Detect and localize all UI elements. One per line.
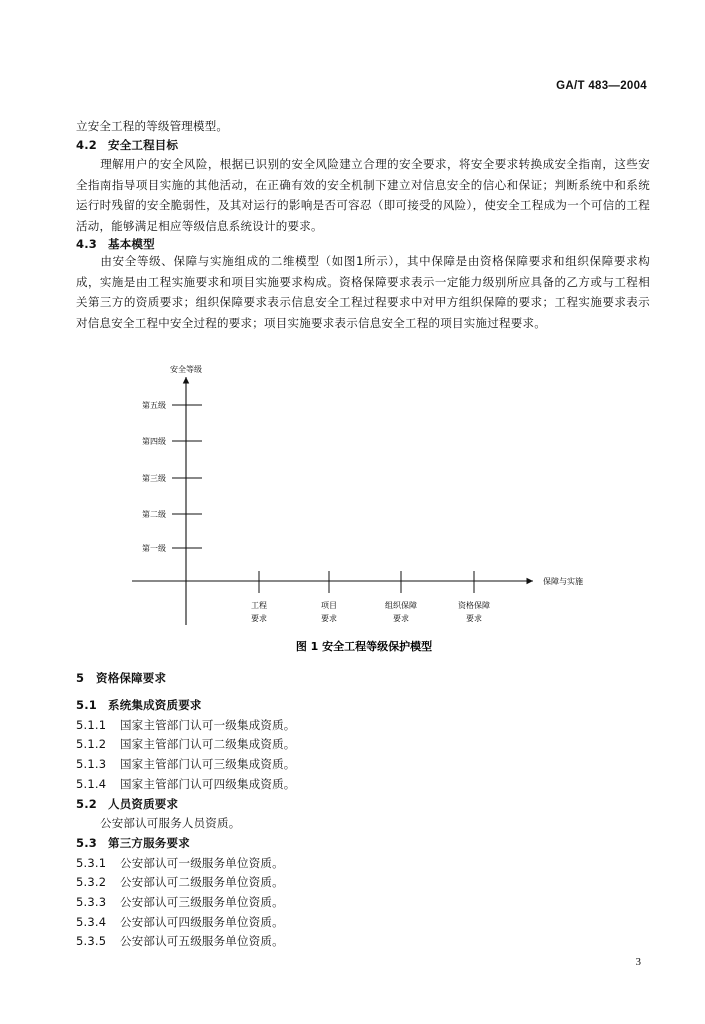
clause-text: 国家主管部门认可一级集成资质。 <box>120 718 296 732</box>
document-code: GA/T 483—2004 <box>556 80 647 92</box>
page-number: 3 <box>635 956 641 968</box>
section-4-2-text: 理解用户的安全风险，根据已识别的安全风险建立合理的安全要求，将安全要求转换成安全指南，这些安全指南指导项目实施的其他活动，在正确有效的安全机制下建立对信息安全的信心和保证；判断系统中和系统运行时残留的安全脆弱性，及其对运行的影响是否可容忍（即可接受的风险），使安全工程成为一个可信的工程活动，能够满足相应等级信息系统设计的要求。 <box>76 157 650 233</box>
clause-number: 5.1.1 <box>76 718 107 732</box>
clause-number: 5.3.3 <box>76 895 107 909</box>
x-item-organization-line2: 要求 <box>393 614 409 623</box>
clause-text: 国家主管部门认可四级集成资质。 <box>120 777 296 791</box>
level-2-label: 第二级 <box>142 510 166 519</box>
clause-number: 5.3.4 <box>76 915 107 929</box>
x-item-project-line1: 项目 <box>321 601 337 610</box>
section-4-2-number: 4.2 <box>76 138 97 152</box>
clause-text: 国家主管部门认可二级集成资质。 <box>120 737 296 751</box>
x-item-engineering-line2: 要求 <box>251 614 267 623</box>
clause-text: 公安部认可三级服务单位资质。 <box>120 895 284 909</box>
clause-number: 5.3 <box>76 836 97 850</box>
section-4-2-paragraph <box>76 154 650 236</box>
security-level-model-figure <box>0 355 705 660</box>
x-item-qualification-line2: 要求 <box>466 614 482 623</box>
section-5-number: 5 <box>76 671 85 685</box>
clause-text: 公安部认可二级服务单位资质。 <box>120 875 284 889</box>
continued-text-line: 立安全工程的等级管理模型。 <box>76 119 229 133</box>
x-item-project-line2: 要求 <box>321 614 337 623</box>
clause-number: 5.1.4 <box>76 777 107 791</box>
x-axis-label: 保障与实施 <box>543 577 583 586</box>
x-item-engineering-line1: 工程 <box>251 601 267 610</box>
level-1-label: 第一级 <box>142 544 166 553</box>
clause-text: 国家主管部门认可三级集成资质。 <box>120 757 296 771</box>
x-item-qualification-line1: 资格保障 <box>458 601 490 610</box>
clause-text: 公安部认可一级服务单位资质。 <box>120 856 284 870</box>
section-4-3-text: 由安全等级、保障与实施组成的二维模型（如图1所示），其中保障是由资格保障要求和组织保障要求构成，实施是由工程实施要求和项目实施要求构成。资格保障要求表示一定能力级别所应具备的乙方或与工程相关第三方的资质要求；组织保障要求表示信息安全工程过程要求中对甲方组织保障的要求；工程实施要求表示对信息安全工程中安全过程的要求；项目实施要求表示信息安全工程的项目实施过程要求。 <box>76 254 650 330</box>
level-4-label: 第四级 <box>142 437 166 446</box>
level-5-label: 第五级 <box>142 401 166 410</box>
clause-number: 5.3.2 <box>76 875 107 889</box>
clause-number: 5.1 <box>76 698 97 712</box>
figure-caption: 图 1 安全工程等级保护模型 <box>295 640 433 653</box>
section-4-3-title: 基本模型 <box>108 237 155 251</box>
clause-heading: 第三方服务要求 <box>108 836 190 850</box>
section-4-3-number: 4.3 <box>76 237 97 251</box>
clause-number: 5.1.2 <box>76 737 107 751</box>
clause-number: 5.1.3 <box>76 757 107 771</box>
clause-text: 公安部认可服务人员资质。 <box>100 816 241 830</box>
x-item-organization-line1: 组织保障 <box>385 601 417 610</box>
clause-heading: 人员资质要求 <box>108 797 179 811</box>
clause-number: 5.3.5 <box>76 934 107 948</box>
clause-text: 公安部认可五级服务单位资质。 <box>120 934 284 948</box>
clause-number: 5.3.1 <box>76 856 107 870</box>
section-4-3-paragraph <box>76 251 650 333</box>
level-3-label: 第三级 <box>142 474 166 483</box>
clause-text: 公安部认可四级服务单位资质。 <box>120 915 284 929</box>
clause-number: 5.2 <box>76 797 97 811</box>
section-5-title: 资格保障要求 <box>96 671 167 685</box>
clause-heading: 系统集成资质要求 <box>108 698 202 712</box>
section-4-2-title: 安全工程目标 <box>108 138 179 152</box>
y-axis-label: 安全等级 <box>170 365 202 374</box>
